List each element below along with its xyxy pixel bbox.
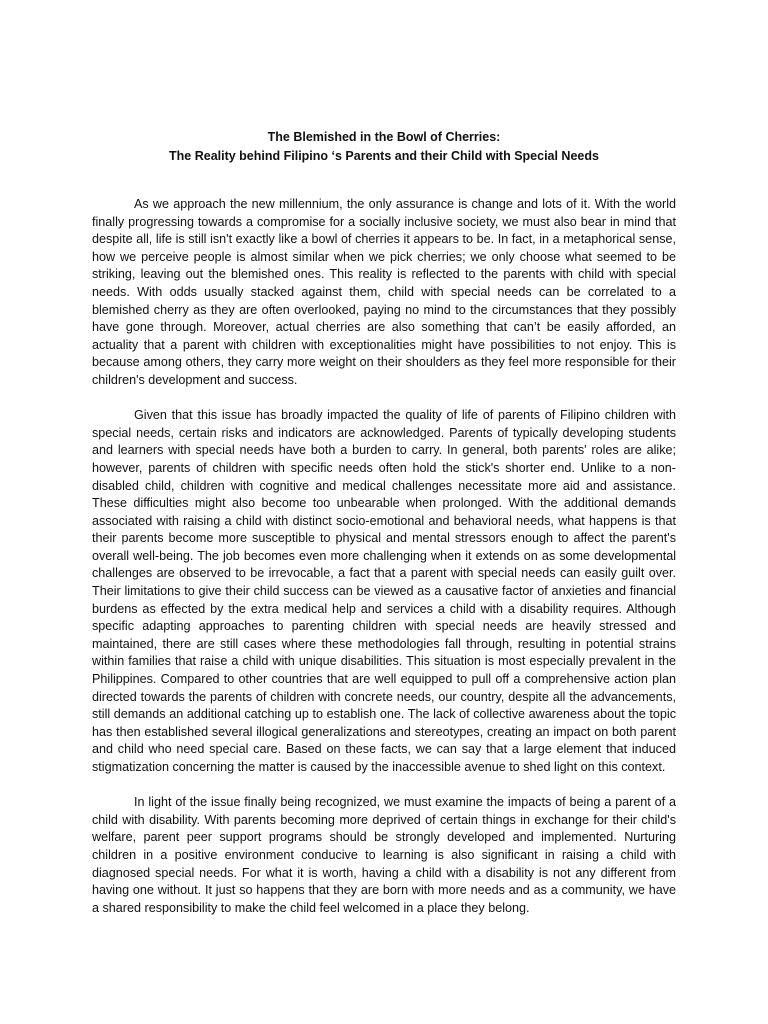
paragraph-3: In light of the issue finally being recognized, we must examine the impacts of being a parent of a child with disability. With parents becoming more deprived of certain things in exchange for their child's welfare, parent peer support programs should be strongly developed and implemented. Nurturing children in a positive environment conducive to learning is also significant in raising a child with diagnosed special needs. For what it is worth, having a child with a disability is not any different from having one without. It just so happens that they are born with more needs and as a community, we have a shared responsibility to make the child feel welcomed in a place they belong. [92, 795, 676, 915]
title-line-1: The Blemished in the Bowl of Cherries: [267, 130, 501, 144]
document-body [92, 196, 676, 935]
title-line-2: The Reality behind Filipino ‘s Parents and their Child with Special Needs [169, 149, 599, 163]
paragraph-1: As we approach the new millennium, the only assurance is change and lots of it. With the world finally progressing towards a compromise for a socially inclusive society, we must also bear in mind that despite all, life is still isn't exactly like a bowl of cherries it appears to be. In fact, in a metaphorical sense, how we perceive people is almost similar when we pick cherries; we only choose what seemed to be striking, leaving out the blemished ones. This reality is reflected to the parents with child with special needs. With odds usually stacked against them, child with special needs can be correlated to a blemished cherry as they are often overlooked, paying no mind to the circumstances that they possibly have gone through. Moreover, actual cherries are also something that can’t be easily afforded, an actuality that a parent with children with exceptionalities might have possibilities to not enjoy. This is because among others, they carry more weight on their shoulders as they feel more responsible for their children's development and success. [92, 197, 676, 387]
paragraph-2: Given that this issue has broadly impacted the quality of life of parents of Filipino children with special needs, certain risks and indicators are acknowledged. Parents of typically developing students and learners with special needs have both a burden to carry. In general, both parents' roles are alike; however, parents of children with specific needs often hold the stick's shorter end. Unlike to a non-disabled child, children with cognitive and medical challenges necessitate more aid and assistance. These difficulties might also become too unbearable when prolonged. With the additional demands associated with raising a child with distinct socio-emotional and behavioral needs, what happens is that their parents become more susceptible to physical and mental stressors enough to affect the parent's overall well-being. The job becomes even more challenging when it extends on as some developmental challenges are observed to be irrevocable, a fact that a parent with special needs can easily guilt over. Their limitations to give their child success can be viewed as a causative factor of anxieties and financial burdens as effected by the extra medical help and services a child with a disability requires. Although specific adapting approaches to parenting children with special needs are heavily stressed and maintained, there are still cases where these methodologies fall through, resulting in potential strains within families that raise a child with unique disabilities. This situation is most especially prevalent in the Philippines. Compared to other countries that are well equipped to pull off a comprehensive action plan directed towards the parents of children with concrete needs, our country, despite all the advancements, still demands an additional catching up to establish one. The lack of collective awareness about the topic has then established several illogical generalizations and stereotypes, creating an impact on both parent and child who need special care. Based on these facts, we can say that a large element that induced stigmatization concerning the matter is caused by the inaccessible avenue to shed light on this context. [92, 408, 676, 774]
document-title [92, 128, 676, 166]
